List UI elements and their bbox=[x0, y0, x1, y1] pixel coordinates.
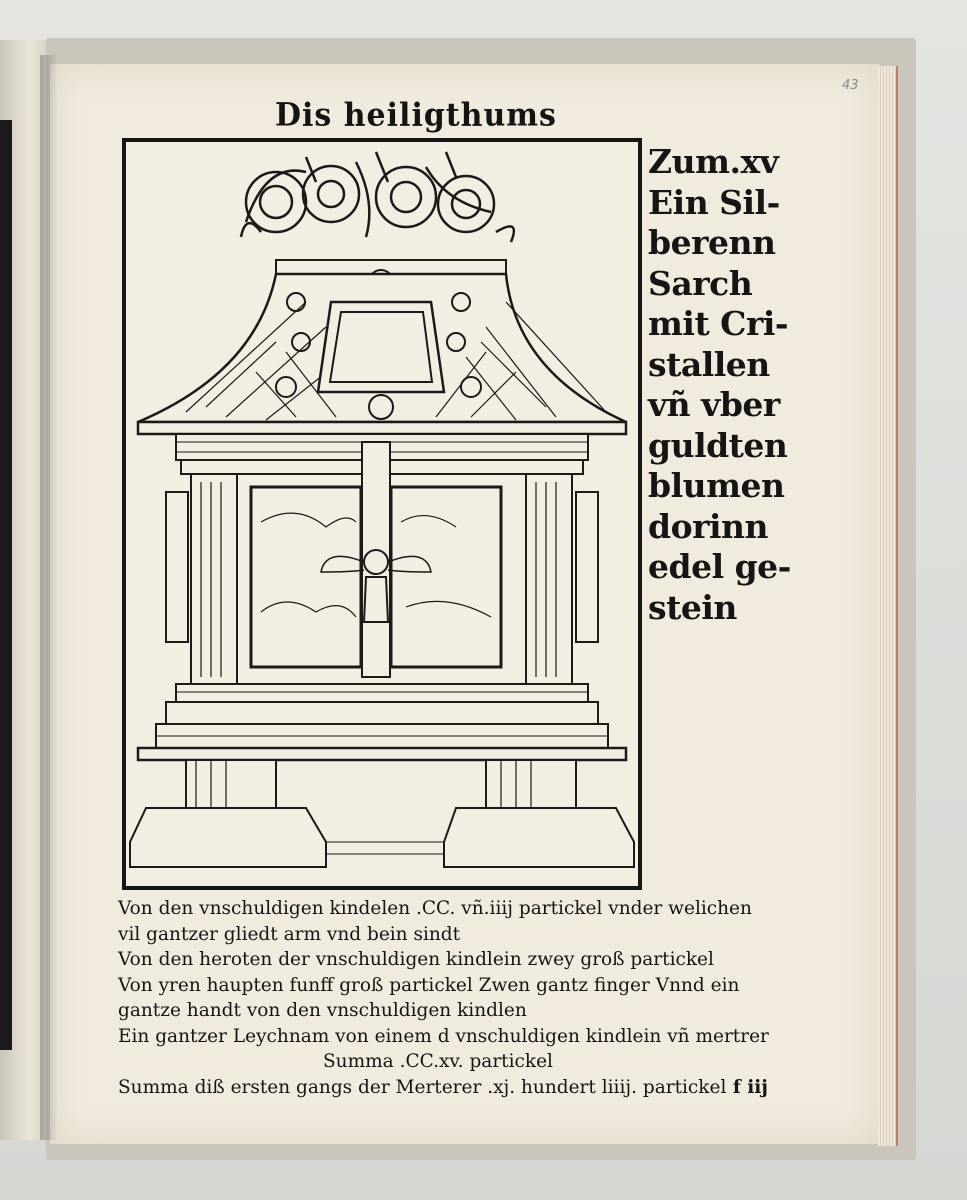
caption-line: stallen bbox=[648, 344, 770, 384]
signature-mark: f iij bbox=[732, 1076, 768, 1098]
binding-shadow bbox=[40, 55, 58, 1140]
side-caption bbox=[648, 142, 798, 628]
caption-line: Sarch bbox=[648, 263, 753, 303]
caption-line: edel ge- bbox=[648, 547, 791, 586]
running-head: Dis heiligthums bbox=[275, 97, 557, 134]
summa-line: Summa .CC.xv. partickel bbox=[323, 1051, 553, 1072]
body-line: Von yren haupten funff groß partickel Zwen gantz finger Vnnd ein bbox=[118, 974, 740, 996]
body-line: gantze handt von den vnschuldigen kindlen bbox=[118, 1000, 527, 1021]
caption-line: Ein Sil- bbox=[648, 182, 780, 222]
final-line: Summa diß ersten gangs der Merterer .xj. hundert liiij. partickel bbox=[118, 1076, 727, 1098]
caption-line: mit Cri- bbox=[648, 304, 789, 343]
body-line: vil gantzer gliedt arm vnd bein sindt bbox=[118, 923, 461, 945]
body-text bbox=[118, 896, 783, 1100]
scroll-crest bbox=[241, 152, 514, 242]
body-line: Von den heroten der vnschuldigen kindlein zwey groß partickel bbox=[118, 949, 714, 970]
final-line-row bbox=[118, 1075, 768, 1101]
caption-line: guldten bbox=[648, 425, 788, 465]
body-line: Von den vnschuldigen kindelen .CC. vñ.iiij partickel vnder welichen bbox=[118, 898, 752, 919]
cover-strip bbox=[0, 120, 12, 1050]
pencil-folio-number: 43 bbox=[842, 78, 859, 93]
reliquary-shrine-woodcut bbox=[126, 142, 638, 886]
body-line: Ein gantzer Leychnam von einem d vnschuldigen kindlein vñ mertrer bbox=[118, 1025, 769, 1047]
page-stack-edge bbox=[878, 66, 898, 1146]
caption-line: stein bbox=[648, 587, 737, 627]
caption-line: berenn bbox=[648, 223, 776, 262]
caption-line: Zum.xv bbox=[648, 142, 779, 181]
caption-line: dorinn bbox=[648, 506, 768, 546]
caption-line: blumen bbox=[648, 466, 785, 505]
caption-line: vñ vber bbox=[648, 385, 780, 424]
woodcut-illustration bbox=[122, 138, 642, 890]
